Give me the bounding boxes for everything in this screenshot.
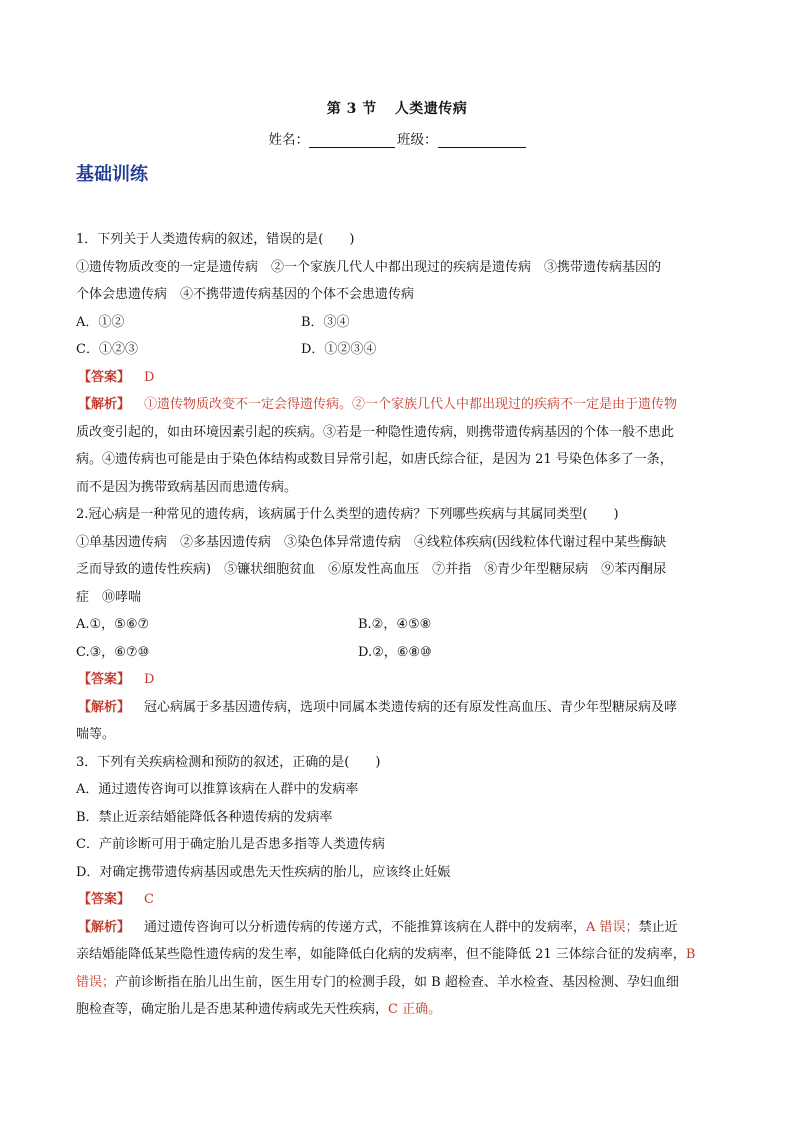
option-b: B．禁止近亲结婚能降低各种遗传病的发病率 [76,809,333,825]
explanation-text: 禁止近 [638,919,678,935]
explanation-mark: C 正确。 [388,1002,442,1017]
option-d: D.②，⑥⑧⑩ [358,644,432,660]
question-2-answer [76,666,720,694]
option-a: A．通过遗传咨询可以推算该病在人群中的发病率 [76,782,359,797]
answer-value: D [144,672,155,687]
answer-tag: 【答案】 [78,369,131,385]
answer-value: C [144,892,154,907]
explanation-text: 而不是因为携带致病基因而患遗传病。 [76,479,298,495]
class-label: 班级： [397,132,438,148]
question-3-answer [76,886,720,914]
question-2-statement: ①单基因遗传病 ②多基因遗传病 ③染色体异常遗传病 ④线粒体疾病(因线粒体代谢过程中某些酶缺 [76,534,667,550]
question-list [76,226,720,1024]
document-title [0,98,794,118]
section-number: 第 3 节 [326,101,377,117]
explanation-mark: 错误； [76,974,116,990]
question-2-statement: 症 ⑩哮喘 [76,589,142,605]
answer-tag: 【答案】 [78,892,131,907]
explanation-text: 亲结婚能降低某些隐性遗传病的发生率，如能降低白化病的发病率，但不能降低 21 三体综合征的发病率， [76,947,686,962]
explanation-mark: B [685,947,696,962]
option-d: D．①②③④ [301,342,377,357]
option-b: B．③④ [301,314,350,330]
option-d: D．对确定携带遗传病基因或患先天性疾病的胎儿，应该终止妊娠 [76,864,451,880]
explanation-text: 冠心病属于多基因遗传病，选项中同属本类遗传病的还有原发性高血压、青少年型糖尿病及哮 [144,699,678,715]
explanation-text: 通过遗传咨询可以分析遗传病的传递方式，不能推算该病在人群中的发病率， [144,919,587,935]
question-1-statement: 个体会患遗传病 ④不携带遗传病基因的个体不会患遗传病 [76,287,415,302]
question-2-stem: 2.冠心病是一种常见的遗传病，该病属于什么类型的遗传病？下列哪些疾病与其属同类型( ) [76,507,619,522]
question-1-options [76,309,720,337]
explanation-text: 产前诊断指在胎儿出生前，医生用专门的检测手段，如 B 超检查、羊水检查、基因检测、孕妇血细 [115,974,679,990]
question-3-stem: 3．下列有关疾病检测和预防的叙述，正确的是( ) [76,754,381,770]
answer-tag: 【答案】 [78,672,131,687]
student-info-row [0,128,794,148]
question-1-answer [76,364,720,392]
explain-tag: 【解析】 [78,397,131,412]
explain-tag: 【解析】 [78,919,131,935]
explanation-text: 质改变引起的，如由环境因素引起的疾病。③若是一种隐性遗传病，则携带遗传病基因的个体一般不患此 [76,424,675,440]
question-2-options [76,611,720,639]
option-b: B.②，④⑤⑧ [358,617,432,632]
question-2-statement: 乏而导致的遗传性疾病) ⑤镰状细胞贫血 ⑥原发性高血压 ⑦并指 ⑧青少年型糖尿病 ⑨苯丙酮尿 [76,562,667,577]
topic-title: 人类遗传病 [394,101,468,117]
question-1-statement: ①遗传物质改变的一定是遗传病 ②一个家族几代人中都出现过的疾病是遗传病 ③携带遗传病基因的 [76,259,662,275]
explain-tag: 【解析】 [78,699,131,715]
question-3-explanation [76,914,720,1024]
option-c: C．产前诊断可用于确定胎儿是否患多指等人类遗传病 [76,837,385,852]
option-c: C．①②③ [76,342,138,357]
name-label: 姓名： [268,132,309,148]
name-blank[interactable] [309,131,395,148]
option-a: A.①，⑤⑥⑦ [76,617,150,632]
section-heading: 基础训练 [76,164,148,185]
option-c: C.③，⑥⑦⑩ [76,644,150,660]
explanation-text: 胞检查等，确定胎儿是否患某种遗传病或先天性疾病， [76,1002,389,1017]
question-1-options [76,336,720,364]
question-1-explanation [76,391,720,501]
explanation-mark: A 错误； [586,919,639,935]
question-1-stem: 1．下列关于人类遗传病的叙述，错误的是( ) [76,232,355,247]
question-2-options [76,639,720,667]
option-a: A．①② [76,314,125,330]
explanation-text: 喘等。 [76,727,116,742]
answer-value: D [144,369,155,385]
explanation-text: 病。④遗传病也可能是由于染色体结构或数目异常引起，如唐氏综合征，是因为 21 号染色体多了一条， [76,452,673,467]
explanation-text: ①遗传物质改变不一定会得遗传病。②一个家族几代人中都出现过的疾病不一定是由于遗传物 [144,397,678,412]
class-blank[interactable] [438,131,526,148]
question-2-explanation [76,694,720,749]
